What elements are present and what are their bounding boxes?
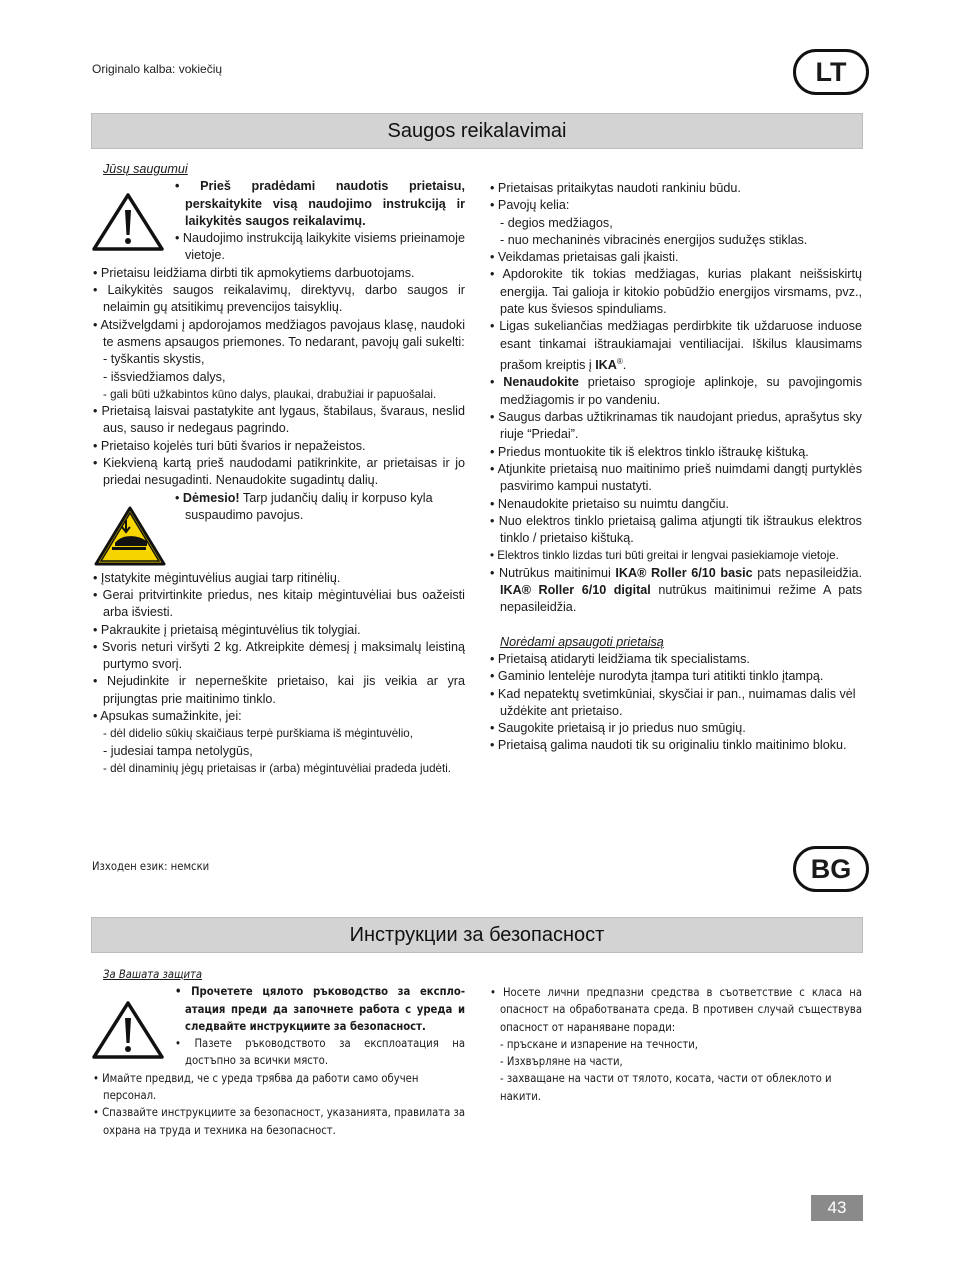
list-item: • Prietaisas pritaikytas naudoti rankiniu būdu. — [490, 181, 741, 195]
page-number: 43 — [811, 1195, 863, 1221]
list-subitem: - tyškantis skystis, — [103, 352, 205, 367]
list-item: • Pavojų kelia: — [490, 198, 570, 213]
list-item: • Prietaisu leidžiama dirbti tik apmokytiems darbuotojams. — [93, 265, 415, 280]
list-item: • Apdorokite tik tokias medžiagas, kurias plakant neišsiskirtų energija. Tai galioja ir kitokio pobūdžio energijos virsmams, pvz., pate kus šviesos spinduliams. — [490, 267, 862, 317]
list-item: • Saugokite prietaisą ir jo priedus nuo smūgių. — [490, 721, 746, 736]
list-item: • Kad nepatektų svetimkūniai, skysčiai ir pan., nuimamas dalis vėl uždėkite ant prietaiso. — [490, 686, 856, 718]
original-language-note: Originalo kalba: vokiečių — [92, 62, 223, 76]
list-item: • Gaminio lentelėje nurodyta įtampa turi atitikti tinklo įtampą. — [490, 669, 824, 684]
caution-crush: • Dėmesio! Tarp judančių dalių ir korpuso kyla suspaudimo pavojus. — [175, 490, 433, 522]
language-badge-bg: BG — [793, 846, 869, 892]
warning-keep-manual: • Пазете ръководството за експлоатация на достъпно за всички място. — [175, 1037, 465, 1068]
list-item: • Kiekvieną kartą prieš naudodami patikrinkite, ar prietaisas ir jo priedai nesugadinti. Nenaudokite sugadintų dalių. — [93, 456, 465, 488]
list-item: • Спазвайте инструкциите за безопасност, указанията, правилата за охрана на труда и техника на безопасност. — [93, 1106, 465, 1137]
list-subitem: - judesiai tampa netolygūs, — [103, 743, 253, 758]
warning-keep-manual: • Naudojimo instrukciją laikykite visiems prieinamoje vietoje. — [175, 231, 465, 263]
list-item: • Nejudinkite ir neperneškite prietaiso, kai jis veikia ar yra prijungtas prie maitinimo tinklo. — [93, 674, 465, 706]
list-item: • Atjunkite prietaisą nuo maitinimo prieš nuimdami dangtį purtyklės pasvirimo kampui nustatyti. — [490, 461, 862, 494]
list-item: • Pakraukite į prietaisą mėgintuvėlius tik tolygiai. — [93, 622, 361, 637]
list-item: • Prietaiso kojelės turi būti švarios ir nepažeistos. — [93, 438, 366, 453]
list-item: • Nutrūkus maitinimui IKA® Roller 6/10 basic pats nepasileidžia. IKA® Roller 6/10 digital nutrūkus maitinimui režime A pats nepasileidžia. — [490, 565, 863, 615]
language-badge-lt: LT — [793, 49, 869, 95]
lt-left-column — [91, 161, 465, 777]
bg-left-column — [91, 966, 465, 1139]
list-item: • Svoris neturi viršyti 2 kg. Atkreipkite dėmesį į maksimalų leistiną purtymo svorį. — [93, 639, 465, 672]
section-title-bg: Инструкции за безопасност — [91, 917, 863, 953]
list-item: • Priedus montuokite tik iš elektros tinklo ištraukę kištuką. — [490, 444, 809, 459]
original-language-note: Изходен език: немски — [92, 860, 210, 873]
list-item: • Elektros tinklo lizdas turi būti greitai ir lengvai pasiekiamoje vietoje. — [490, 549, 839, 563]
list-subitem: - захващане на части от тялото, косата, части от облеклото и накити. — [500, 1072, 832, 1103]
list-subitem: - išsviedžiamos dalys, — [103, 369, 226, 384]
list-subitem: - dėl didelio sūkių skaičiaus terpė purškiama iš mėgintuvėlio, — [103, 727, 413, 741]
list-subitem: - gali būti užkabintos kūno dalys, plaukai, drabužiai ir papuošalai. — [103, 387, 437, 401]
list-item: • Nenaudokite prietaiso su nuimtu dangčiu. — [490, 496, 729, 511]
list-item: • Prietaisą atidaryti leidžiama tik specialistams. — [490, 651, 750, 666]
bg-right-column — [488, 984, 862, 1105]
section-title-lt: Saugos reikalavimai — [91, 113, 863, 149]
list-subitem: - degios medžiagos, — [500, 215, 613, 230]
list-item: • Gerai pritvirtinkite priedus, nes kitaip mėgintuvėliai bus oažeisti arba išviesti. — [93, 587, 465, 620]
section-heading: Jūsų saugumui — [103, 162, 188, 176]
warning-read-manual: • Прочетете цялото ръководство за експло-атация преди да започнете работа с уреда и следвайте инструкциите за безопасност. — [175, 985, 465, 1033]
list-item: • Prietaisą galima naudoti tik su originaliu tinklo maitinimo bloku. — [490, 738, 847, 753]
warning-read-manual: • Prieš pradėdami naudotis prietaisu, perskaitykite visą naudojimo instrukciją ir laikykitės saugos reikalavimų. — [175, 179, 465, 228]
section-heading: Norėdami apsaugoti prietaisą — [500, 634, 664, 649]
list-item: • Ligas sukeliančias medžiagas perdirbkite tik uždaruose induose esant tinkamai ištraukiamajai ventiliacijai. Iškilus klausimams prašom kreiptis į IKA®. — [490, 319, 862, 373]
list-item: • Nuo elektros tinklo prietaisą galima atjungti tik ištraukus elektros tinklo / prietaiso kištuką. — [490, 513, 862, 546]
list-subitem: - пръскане и изпарение на течности, — [500, 1037, 698, 1051]
section-heading: За Вашата защита — [103, 968, 203, 981]
list-item: • Veikdamas prietaisas gali įkaisti. — [490, 250, 679, 265]
list-item: • Atsižvelgdami į apdorojamos medžiagos pavojaus klasę, naudoki te asmens apsaugos priemones. To nedarant, pavojų gali sukelti: — [93, 317, 465, 349]
list-subitem: - nuo mechaninės vibracinės energijos sudužęs stiklas. — [500, 232, 808, 247]
list-item: • Prietaisą laisvai pastatykite ant lygaus, štabilaus, švaraus, neslid aus, sauso ir nedegaus pagrindo. — [93, 404, 465, 436]
list-item: • Įstatykite mėgintuvėlius augiai tarp ritinėlių. — [93, 570, 341, 585]
list-item: • Apsukas sumažinkite, jei: — [93, 709, 242, 724]
list-item: • Имайте предвид, че с уреда трябва да работи само обучен персонал. — [93, 1071, 419, 1103]
list-subitem: - dėl dinaminių jėgų prietaisas ir (arba) mėgintuvėliai pradeda judėti. — [103, 761, 451, 775]
lt-right-column — [488, 180, 862, 755]
list-item: • Носете лични предпазни средства в съответствие с класа на опасност на обработваната среда. В противен случай съществува опасност от нараняване поради: — [490, 986, 862, 1034]
list-subitem: - Изхвърляне на части, — [500, 1055, 623, 1069]
list-item: • Saugus darbas užtikrinamas tik naudojant priedus, aprašytus sky riuje “Priedai”. — [490, 410, 862, 442]
list-item: • Laikykitės saugos reikalavimų, direktyvų, darbo saugos ir nelaimin gų atsitikimų prevencijos taisyklių. — [93, 283, 465, 315]
hand-crush-warning-icon — [93, 505, 167, 567]
list-item: • Nenaudokite prietaiso sprogioje aplinkoje, su pavojingomis medžiagomis ir po vandeniu. — [490, 375, 863, 407]
